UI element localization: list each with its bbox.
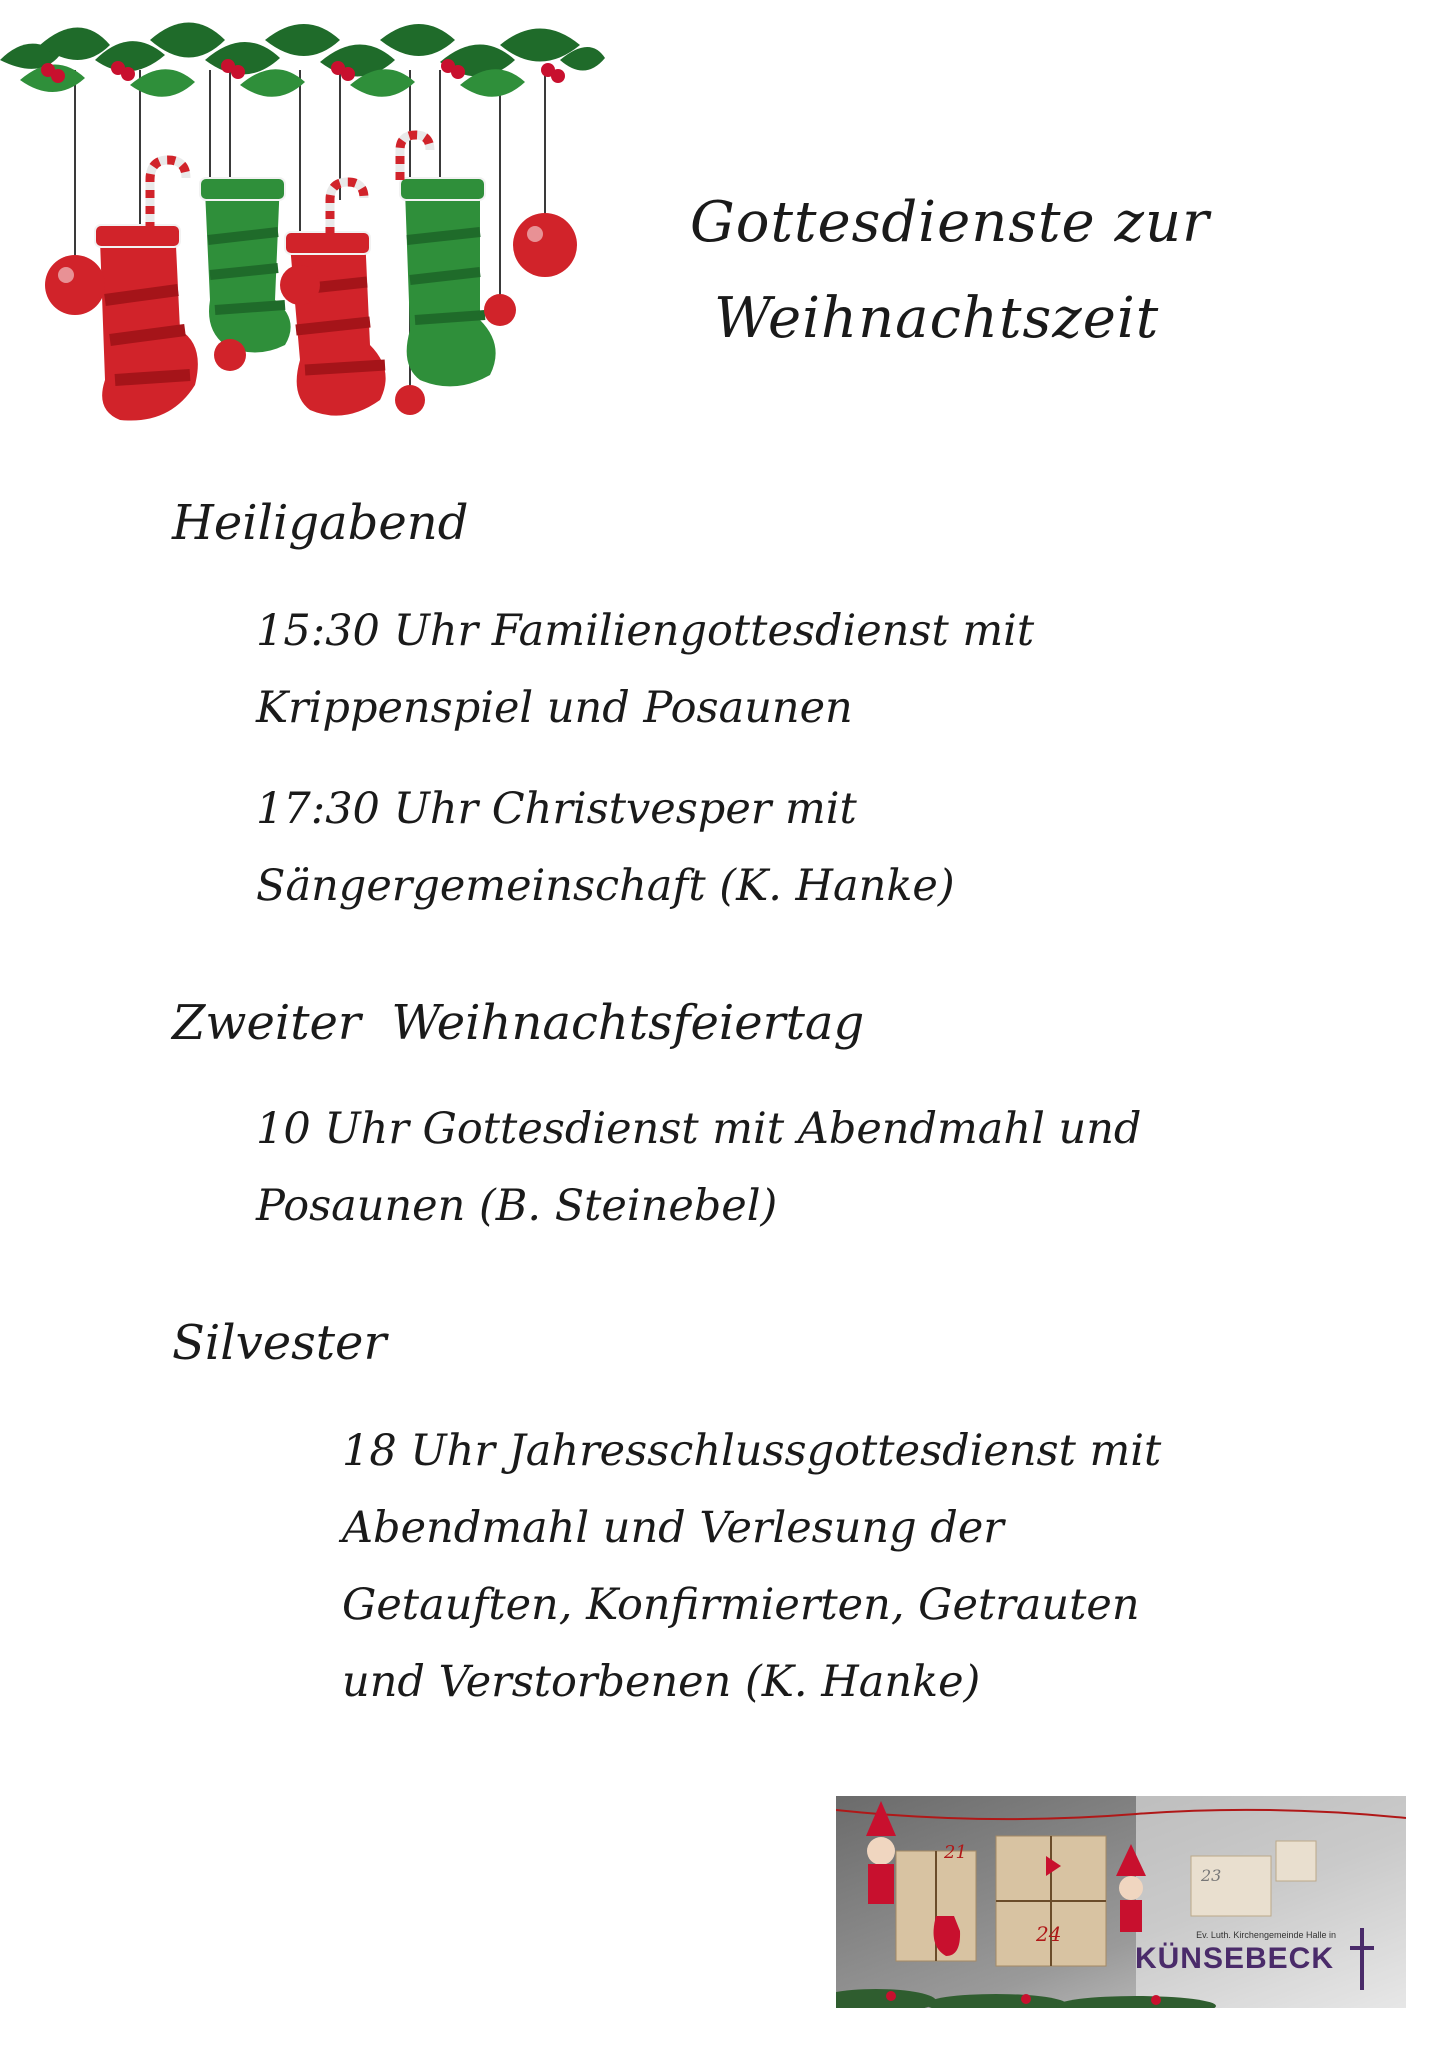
service-entry-line: Getauften, Konfirmierten, Getrauten <box>342 1580 1140 1630</box>
service-entry-line: Abendmahl und Verlesung der <box>342 1503 1004 1553</box>
advent-number: 24 <box>1036 1922 1062 1946</box>
church-name-logo: KÜNSEBECK <box>1134 1942 1334 1975</box>
service-entry-line: Krippenspiel und Posaunen <box>256 683 853 733</box>
christmas-stockings-illustration <box>0 0 610 440</box>
service-entry-line: Posaunen (B. Steinebel) <box>256 1181 778 1231</box>
service-entry-line: und Verstorbenen (K. Hanke) <box>342 1657 981 1707</box>
cross-icon-bar <box>1350 1946 1374 1950</box>
church-logo-banner <box>836 1796 1406 2008</box>
title-line-1: Gottesdienste zur <box>690 190 1210 255</box>
advent-number: 23 <box>1201 1866 1222 1885</box>
service-entry-line: 10 Uhr Gottesdienst mit Abendmahl und <box>256 1104 1142 1154</box>
service-entry-line: Sängergemeinschaft (K. Hanke) <box>256 861 955 911</box>
section-heading-zweiter-weihnachtsfeiertag: Zweiter Weihnachtsfeiertag <box>172 995 865 1051</box>
service-entry-line: 17:30 Uhr Christvesper mit <box>256 784 857 834</box>
service-entry-line: 18 Uhr Jahresschlussgottesdienst mit <box>342 1426 1162 1476</box>
service-entry <box>256 593 1034 747</box>
service-entry <box>342 1413 1161 1721</box>
service-entry <box>256 1091 1141 1245</box>
title-line-2: Weihnachtszeit <box>714 286 1160 351</box>
advent-gifts-image <box>836 1796 1406 2008</box>
cross-icon <box>1360 1928 1364 1990</box>
church-org-label: Ev. Luth. Kirchengemeinde Halle in <box>1196 1930 1336 1940</box>
section-heading-silvester: Silvester <box>172 1315 387 1371</box>
page-title <box>690 175 1250 367</box>
service-entry-line: 15:30 Uhr Familiengottesdienst mit <box>256 606 1035 656</box>
advent-number: 21 <box>944 1842 967 1863</box>
service-entry <box>256 771 955 925</box>
section-heading-heiligabend: Heiligabend <box>172 495 469 551</box>
